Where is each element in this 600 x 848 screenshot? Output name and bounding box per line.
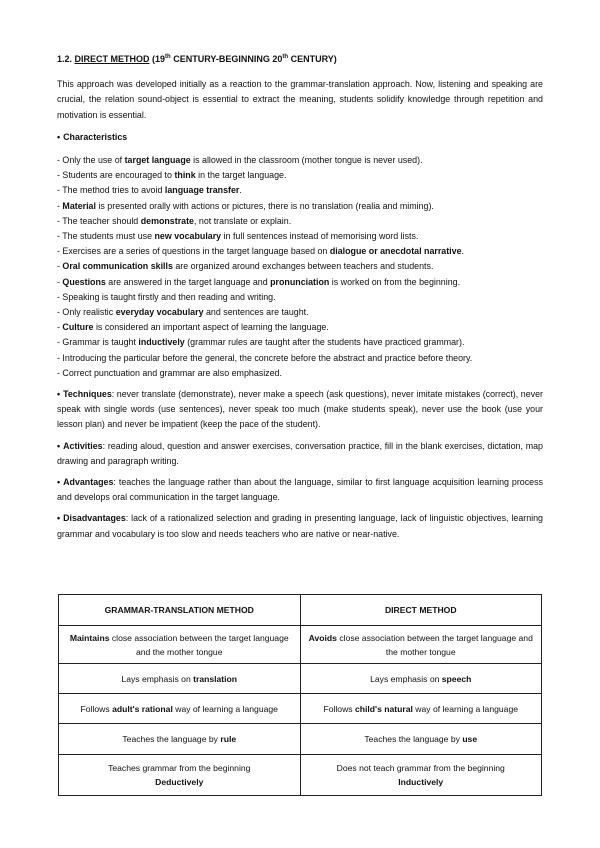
- table-row: [59, 694, 542, 724]
- list-item: - Exercises are a series of questions in the target language based on dialogue or anecdotal narrative.: [57, 246, 464, 257]
- table-cell: Teaches grammar from the beginning Deductively: [59, 755, 301, 796]
- list-item: - Only realistic everyday vocabulary and sentences are taught.: [57, 307, 309, 318]
- activities-label: Activities: [63, 440, 103, 451]
- bullet-icon: •: [57, 440, 61, 451]
- document-body: [57, 52, 543, 548]
- list-item: - Speaking is taught firstly and then reading and writing.: [57, 291, 276, 302]
- bullet-icon: •: [57, 131, 61, 142]
- list-item: - Students are encouraged to think in the target language.: [57, 170, 287, 181]
- bullet-icon: •: [57, 477, 61, 488]
- list-item: - The teacher should demonstrate, not translate or explain.: [57, 215, 292, 226]
- list-item: - The students must use new vocabulary in full sentences instead of memorising word lists.: [57, 231, 419, 242]
- list-item: - Culture is considered an important aspect of learning the language.: [57, 322, 329, 333]
- list-item: - The method tries to avoid language transfer.: [57, 185, 242, 196]
- bullet-icon: •: [57, 513, 61, 524]
- section-heading: [57, 52, 543, 67]
- table-cell: Maintains close association between the target language and the mother tongue: [59, 626, 301, 664]
- disadvantages-paragraph: • Disadvantages: lack of a rationalized selection and grading in presenting language, lack of linguistic objectives, learning grammar and vocabulary is too slow and needs teachers who are native or near-native.: [57, 513, 543, 539]
- table-cell: Teaches the language by use: [300, 724, 542, 755]
- heading-period: (19th CENTURY-BEGINNING 20th CENTURY): [149, 54, 337, 64]
- list-item: - Introducing the particular before the general, the concrete before the abstract and practice before theory.: [57, 352, 473, 363]
- characteristics-title: • Characteristics: [57, 131, 128, 142]
- bullet-icon: •: [57, 389, 61, 400]
- comparison-table: [58, 594, 542, 796]
- heading-title: DIRECT METHOD: [74, 54, 150, 64]
- header-grammar-translation: GRAMMAR-TRANSLATION METHOD: [59, 595, 301, 626]
- table-cell: Lays emphasis on speech: [300, 664, 542, 694]
- table-cell: Lays emphasis on translation: [59, 664, 301, 694]
- list-item: - Correct punctuation and grammar are also emphasized.: [57, 367, 282, 378]
- table-cell: Avoids close association between the target language and the mother tongue: [300, 626, 542, 664]
- activities-paragraph: • Activities: reading aloud, question and answer exercises, conversation practice, fill in the blank exercises, dictation, map drawing and paragraph writing.: [57, 440, 543, 466]
- table-header-row: [59, 595, 542, 626]
- characteristics-list: [57, 153, 543, 381]
- techniques-paragraph: • Techniques: never translate (demonstrate), never make a speech (ask questions), never imitate mistakes (correct), never speak with single words (use sentences), never speak too much (make students speak), never use the book (use your lesson plan) and never be impatient (keep the pace of the student).: [57, 389, 543, 430]
- intro-paragraph: This approach was developed initially as a reaction to the grammar-translation approach. Now, listening and speaking are crucial, the relation sound-object is essential to extract the meaning, students solidify knowledge through repetition and motivation is essential.: [57, 79, 543, 120]
- table-row: [59, 755, 542, 796]
- heading-number: 1.2.: [57, 54, 73, 64]
- list-item: - Questions are answered in the target language and pronunciation is worked on from the beginning.: [57, 276, 461, 287]
- table-row: [59, 664, 542, 694]
- advantages-paragraph: • Advantages: teaches the language rather than about the language, similar to first language acquisition learning process and develops oral communication in the target language.: [57, 477, 543, 503]
- list-item: - Oral communication skills are organized around exchanges between teachers and students.: [57, 261, 434, 272]
- list-item: - Only the use of target language is allowed in the classroom (mother tongue is never used).: [57, 155, 423, 166]
- techniques-label: Techniques: [63, 389, 112, 400]
- table-cell: Follows child's natural way of learning a language: [300, 694, 542, 724]
- disadvantages-label: Disadvantages: [63, 513, 126, 524]
- advantages-label: Advantages: [63, 477, 114, 488]
- table-row: [59, 626, 542, 664]
- table-cell: Follows adult's rational way of learning a language: [59, 694, 301, 724]
- table-cell: Does not teach grammar from the beginning Inductively: [300, 755, 542, 796]
- table-cell: Teaches the language by rule: [59, 724, 301, 755]
- list-item: - Material is presented orally with actions or pictures, there is no translation (realia and miming).: [57, 200, 434, 211]
- list-item: - Grammar is taught inductively (grammar rules are taught after the students have practiced grammar).: [57, 337, 465, 348]
- header-direct-method: DIRECT METHOD: [300, 595, 542, 626]
- table-row: [59, 724, 542, 755]
